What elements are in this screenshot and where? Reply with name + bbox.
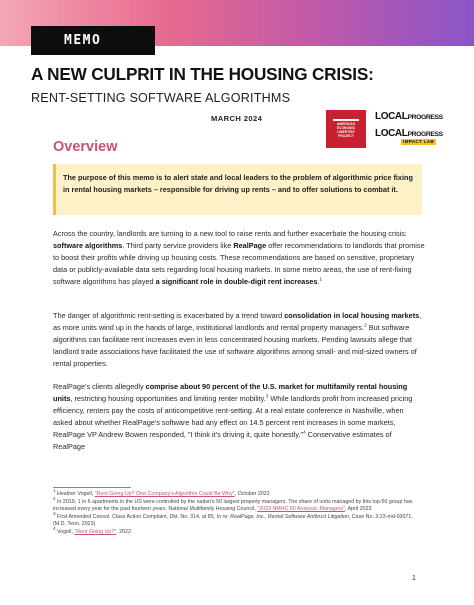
- footnote-number: 4: [53, 526, 56, 532]
- footnote-4: [53, 526, 425, 537]
- aelp-logo: [326, 110, 366, 148]
- bold-run: consolidation in local housing markets: [284, 311, 420, 320]
- footnote-number: 1: [53, 488, 56, 494]
- footnote-link[interactable]: "Rent Going Up? One Company's Algorithm Could Be Why": [94, 491, 235, 497]
- text-run: While landlords profit from increased pricing efficiency, renters pay the costs of anticompetitive rent-setting. At a real estate conference in Nashville, when asked about whether RealPage's software had any effect on 14.5 percent rent increases in some markets, RealPage VP Andrew Bowen responded, "I think it's driving it, quite honestly.": [53, 394, 413, 439]
- bold-run: comprise about 90 percent of the U.S. market for multifamily rental housing units: [53, 382, 408, 403]
- text-run: offer recommendations to landlords that promise to boost their profits while driving up housing costs. These recommendations are based on sensitive, proprietary data or publicly-available data sets regarding local housing markets. In some metro areas, the use of rent-fixing software algorithms has played: [53, 241, 425, 286]
- aelp-logo-line: LIBERTIES: [337, 130, 355, 134]
- text-run: , restricting housing opportunities and limiting renter mobility.: [70, 394, 266, 403]
- impact-lab-logo-sub: PROGRESS: [407, 131, 443, 138]
- text-run: . Third party service providers like: [122, 241, 234, 250]
- text-run: The danger of algorithmic rent-setting is exacerbated by a trend toward: [53, 311, 285, 320]
- aelp-logo-line: AMERICAN: [337, 122, 355, 127]
- impact-lab-logo-main: LOCAL: [375, 128, 408, 139]
- footnote-1: [53, 488, 425, 499]
- text-run: But software algorithms can facilitate rent increases even in less concentrated housing markets. Pending lawsuits allege that landlord trade associations have facilitated the use of software algorithms among small- and mid-sized owners of rental properties.: [53, 323, 417, 368]
- aelp-logo-line: PROJECT: [338, 133, 354, 138]
- aelp-logo-line: ECONOMIC: [336, 126, 356, 131]
- footnote-text: , Case No. 3:23-md-03071, (M.D. Tenn. 2023): [53, 513, 413, 528]
- footnote-ref[interactable]: 4: [303, 429, 306, 435]
- impact-lab-tag: IMPACT LAB: [403, 139, 434, 144]
- page-title: A NEW CULPRIT IN THE HOUSING CRISIS:: [31, 64, 374, 84]
- footnote-link[interactable]: "Rent Going Up?": [74, 528, 117, 535]
- memo-tag: MEMO: [31, 26, 155, 55]
- footnote-text: , October 2022: [234, 491, 270, 497]
- body-paragraph-1: [53, 228, 425, 288]
- footnote-divider: [53, 487, 131, 488]
- footnote-case-title: In re: RealPage, Inc., Rental Software Antitrust Litigation: [216, 513, 349, 520]
- footnote-link[interactable]: "2023 NMHC 50 Analysis: Managers": [257, 506, 345, 513]
- footnotes: [53, 488, 425, 537]
- bold-run: a significant role in double-digit rent increases: [155, 277, 318, 286]
- text-run: Across the country, landlords are turning to a new tool to raise rents and further exacerbate the housing crisis:: [53, 229, 407, 238]
- page-number: 1: [412, 575, 416, 582]
- footnote-ref[interactable]: 1: [319, 276, 322, 282]
- text-run: Conservative estimates of RealPage: [53, 430, 392, 451]
- aelp-logo-bar: [333, 119, 359, 121]
- footnote-text: , 2022: [116, 528, 131, 535]
- footnote-text: , April 2023: [345, 506, 372, 513]
- text-run: .: [317, 277, 320, 286]
- text-run: RealPage's clients allegedly: [53, 382, 146, 391]
- footnote-text: In 2019, 1 in 6 apartments in the US were controlled by the nation's 50 largest property managers. The share of units managed by this top-50 group has increased every year for the past fourteen years. National Multifamily Housing Council,: [53, 498, 413, 513]
- footnote-text: First Amended Consol. Class Action Complaint, Dkt. No. 314, at 85,: [55, 513, 217, 520]
- footnote-ref[interactable]: 2: [364, 322, 367, 328]
- memo-date: MARCH 2024: [211, 114, 263, 123]
- section-heading-overview: Overview: [53, 139, 118, 155]
- footnote-number: 3: [53, 511, 56, 517]
- footnote-number: 2: [53, 495, 56, 501]
- local-progress-logo: [375, 112, 443, 123]
- footnote-text: Heather Vogell,: [55, 491, 95, 497]
- page-subtitle: RENT-SETTING SOFTWARE ALGORITHMS: [31, 91, 291, 105]
- body-paragraph-2: [53, 310, 425, 370]
- text-run: , as more units wind up in the hands of large, institutional landlords and rental property managers.: [53, 311, 422, 332]
- footnote-ref[interactable]: 3: [265, 393, 269, 399]
- bold-run: software algorithms: [53, 241, 123, 250]
- local-progress-logo-main: LOCAL: [375, 111, 408, 122]
- purpose-callout: The purpose of this memo is to alert state and local leaders to the problem of algorithmic price fixing in rental housing markets – responsible for driving up rents – and to offer solutions to combat it.: [53, 164, 422, 215]
- body-paragraph-3: [53, 381, 425, 453]
- bold-run: RealPage: [233, 241, 267, 250]
- local-progress-logo-sub: PROGRESS: [407, 114, 443, 121]
- footnote-text: Vogell,: [55, 528, 75, 535]
